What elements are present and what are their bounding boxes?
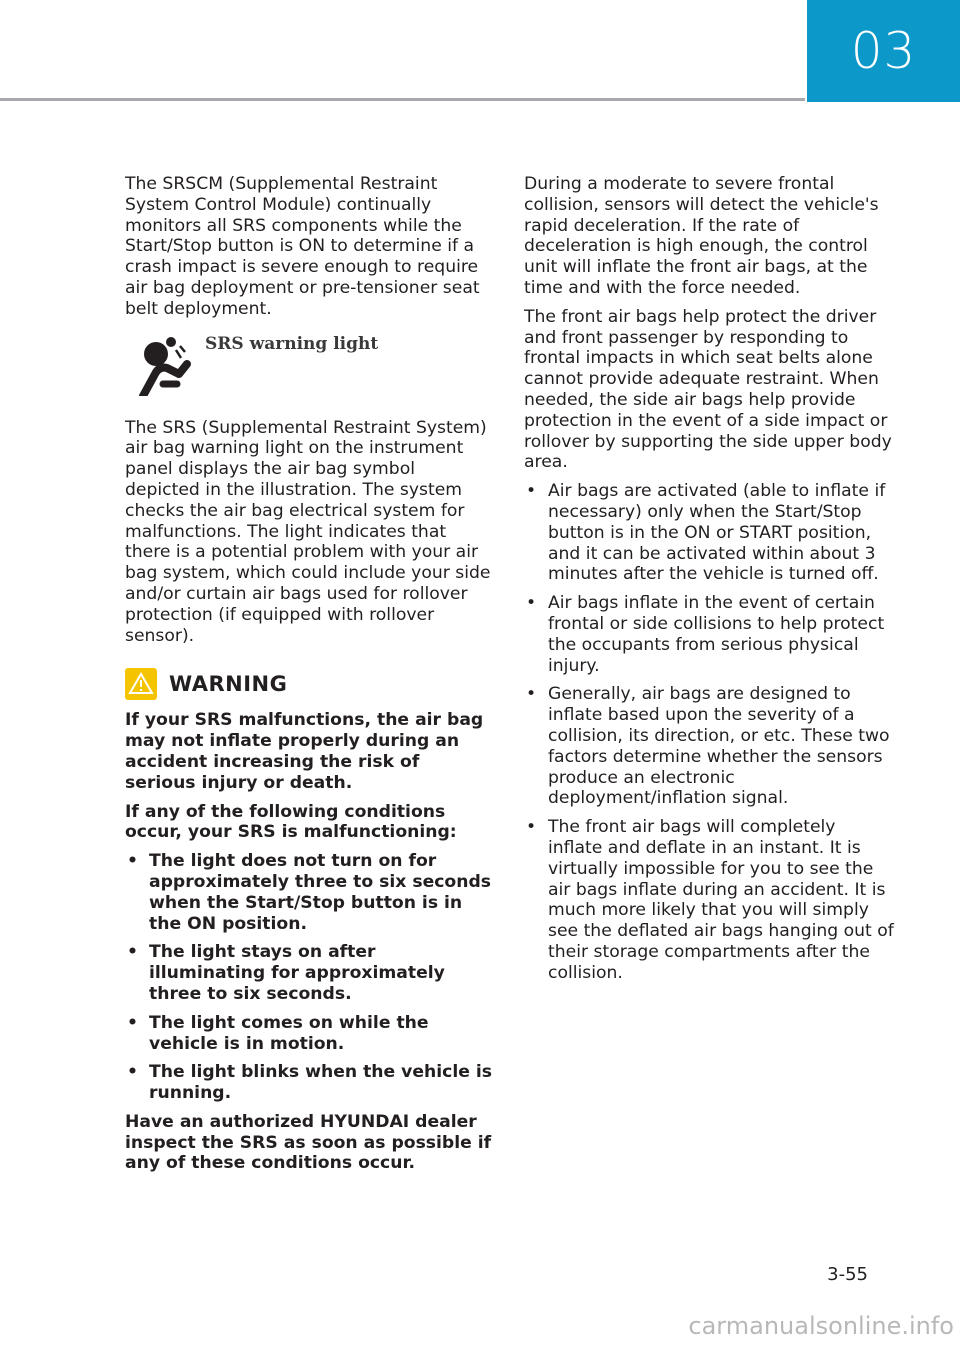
header-rule [0, 98, 805, 101]
page-number: 3-55 [827, 1264, 868, 1285]
light-description: The SRS (Supplemental Restraint System) air bag warning light on the instrument panel displays the air bag symbol depicted in the illustration. The system checks the air bag electrical system for malfunctions. The light indicates that there is a potential problem with your air bag system, which could include your side and/or curtain air bags used for rollover protection (if equipped with rollover sensor). [125, 417, 491, 646]
list-item [524, 481, 894, 585]
right-bullet-list [524, 481, 894, 983]
list-item [125, 942, 495, 1004]
chapter-tab: 03 [807, 0, 960, 102]
list-item-text: Air bags inflate in the event of certain frontal or side collisions to help protect the occupants from serious physical injury. [548, 593, 885, 676]
list-item-text: The light stays on after illuminating for approximately three to six seconds. [149, 942, 445, 1004]
bullet-icon: • [526, 481, 537, 502]
list-item-text: The light blinks when the vehicle is running. [149, 1062, 493, 1104]
watermark-link[interactable]: carmanualsonline.info [688, 1312, 954, 1340]
warning-header [125, 668, 495, 700]
list-item-text: The front air bags will completely inflate and deflate in an instant. It is virtually impossible for you to see the air bags inflate during an accident. It is much more likely that you will simply see the deflated air bags hanging out of their storage compartments after the collision. [548, 817, 894, 983]
srs-icon-block [125, 334, 495, 402]
list-item-text: The light comes on while the vehicle is in motion. [149, 1012, 429, 1054]
warning-para-2: If any of the following conditions occur, your SRS is malfunctioning: [125, 801, 457, 843]
bullet-icon: • [127, 1012, 138, 1033]
bullet-icon: • [127, 1062, 138, 1083]
list-item-text: The light does not turn on for approximately three to six seconds when the Start/Stop button is in the ON position. [149, 851, 492, 934]
list-item [125, 1062, 495, 1104]
list-item-text: Generally, air bags are designed to inflate based upon the severity of a collision, its direction, or etc. These two factors determine whether the sensors produce an electronic deployment/inflation signal. [548, 684, 890, 809]
bullet-icon: • [526, 684, 537, 705]
right-para-1: During a moderate to severe frontal collision, sensors will detect the vehicle's rapid deceleration. If the rate of deceleration is high enough, the control unit will inflate the front air bags, at the time and with the force needed. [524, 174, 879, 298]
right-para-2: The front air bags help protect the driver and front passenger by responding to frontal impacts in which seat belts alone cannot provide adequate restraint. When needed, the side air bags help provide protection in the event of a side impact or rollover by supporting the side upper body area. [524, 306, 892, 473]
left-column [125, 174, 495, 1182]
airbag-person-icon [133, 334, 207, 396]
bullet-icon: • [526, 593, 537, 614]
warning-closing: Have an authorized HYUNDAI dealer inspect the SRS as soon as possible if any of these conditions occur. [125, 1111, 492, 1174]
icon-caption: SRS warning light [205, 333, 379, 354]
srscm-intro: The SRSCM (Supplemental Restraint System Control Module) continually monitors all SRS components while the Start/Stop button is ON to determine if a crash impact is severe enough to require air bag deployment or pre-tensioner seat belt deployment. [125, 174, 480, 319]
list-item [524, 817, 894, 983]
bullet-icon: • [127, 851, 138, 872]
list-item-text: Air bags are activated (able to inflate if necessary) only when the Start/Stop button is in the ON or START position, and it can be activated within about 3 minutes after the vehicle is turned off. [548, 481, 886, 585]
bullet-icon: • [127, 942, 138, 963]
warning-para-1: If your SRS malfunctions, the air bag may not inflate properly during an accident increasing the risk of serious injury or death. [125, 710, 484, 793]
warning-triangle-icon [125, 668, 157, 700]
right-column [524, 174, 894, 991]
list-item [524, 684, 894, 809]
list-item [524, 593, 894, 676]
list-item [125, 851, 495, 934]
list-item [125, 1013, 495, 1055]
warning-title: WARNING [169, 671, 288, 696]
warning-bullet-list [125, 851, 495, 1104]
bullet-icon: • [526, 817, 537, 838]
